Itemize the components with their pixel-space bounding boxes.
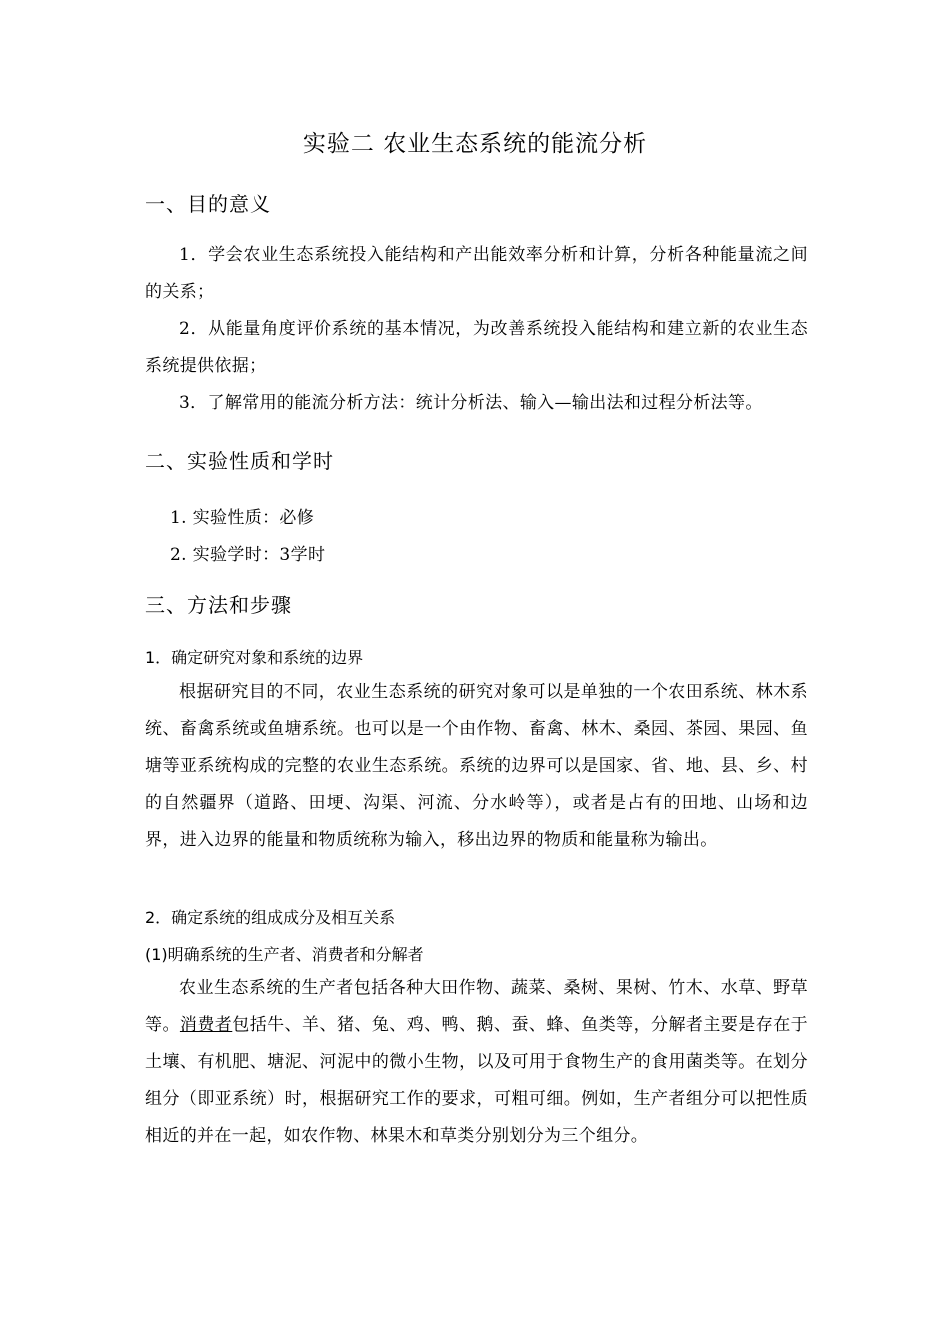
purpose-item-3: 3．了解常用的能流分析方法：统计分析法、输入—输出法和过程分析法等。: [179, 393, 763, 413]
section-heading-nature: 二、实验性质和学时: [145, 449, 334, 473]
purpose-item-2: 2．从能量角度评价系统的基本情况，为改善系统投入能结构和建立新的农业生态系统提供依据；: [145, 319, 808, 376]
producers-paragraph: [145, 970, 808, 1155]
producers-text-after: 包括牛、羊、猪、兔、鸡、鸭、鹅、蚕、蜂、鱼类等，分解者主要是存在于土壤、有机肥、塘泥、河泥中的微小生物，以及可用于食物生产的食用菌类等。在划分组分（即亚系统）时，根据研究工作的要求，可粗可细。例如，生产者组分可以把性质相近的并在一起，如农作物、林果木和草类分别划分为三个组分。: [145, 1015, 808, 1146]
purpose-item-1: 1．学会农业生态系统投入能结构和产出能效率分析和计算，分析各种能量流之间的关系；: [145, 245, 808, 302]
nature-item-1: 1. 实验性质：必修: [170, 508, 315, 528]
producers-text-before: 农业生态系统的生产者包括各种大田作物、蔬菜、桑树、果树、竹木、水草、野草等。: [145, 978, 808, 1035]
section-heading-method: 三、方法和步骤: [145, 593, 292, 617]
subsection-heading-producers: (1)明确系统的生产者、消费者和分解者: [145, 945, 424, 964]
boundary-paragraph: 根据研究目的不同，农业生态系统的研究对象可以是单独的一个农田系统、林木系统、畜禽系统或鱼塘系统。也可以是一个由作物、畜禽、林木、桑园、茶园、果园、鱼塘等亚系统构成的完整的农业生态系统。系统的边界可以是国家、省、地、县、乡、村的自然疆界（道路、田埂、沟渠、河流、分水岭等），或者是占有的田地、山场和边界，进入边界的能量和物质统称为输入，移出边界的物质和能量称为输出。: [145, 682, 808, 850]
section-heading-purpose: 一、目的意义: [145, 192, 271, 216]
consumers-term: 消费者: [179, 1015, 233, 1035]
nature-item-2: 2. 实验学时：3学时: [170, 545, 326, 565]
subsection-heading-boundary: 1．确定研究对象和系统的边界: [145, 648, 364, 667]
subsection-heading-components: 2．确定系统的组成成分及相互关系: [145, 908, 396, 927]
document-title: 实验二 农业生态系统的能流分析: [302, 131, 648, 157]
